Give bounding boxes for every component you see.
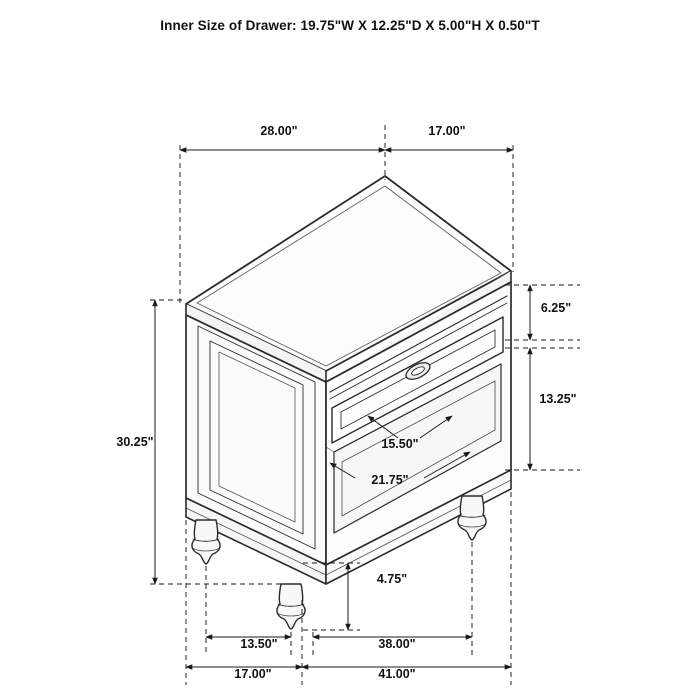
- dimension-label-foot-height: 4.75": [376, 572, 408, 586]
- dimension-label-overall-height: 30.25": [116, 435, 154, 449]
- foot-left: [192, 520, 220, 564]
- dimension-label-base-depth: 38.00": [378, 637, 416, 651]
- dimension-label-top-right-depth: 17.00": [428, 124, 466, 138]
- dimension-label-inner-width: 15.50": [381, 437, 419, 451]
- dimension-label-drawer-to-shelf: 13.25": [539, 392, 577, 406]
- furniture-body: [186, 176, 511, 629]
- dimension-label-foot-inset-left: 13.50": [240, 637, 278, 651]
- dimension-label-top-left-width: 28.00": [260, 124, 298, 138]
- page-title: Inner Size of Drawer: 19.75"W X 12.25"D X 5.00"H X 0.50"T: [160, 18, 540, 33]
- dimension-label-shelf-width: 21.75": [371, 473, 409, 487]
- foot-front: [277, 584, 305, 629]
- dimension-label-overall-depth: 41.00": [378, 667, 416, 681]
- foot-right: [458, 496, 486, 540]
- dimension-label-overall-left: 17.00": [234, 667, 272, 681]
- dimension-label-top-to-drawer: 6.25": [540, 301, 572, 315]
